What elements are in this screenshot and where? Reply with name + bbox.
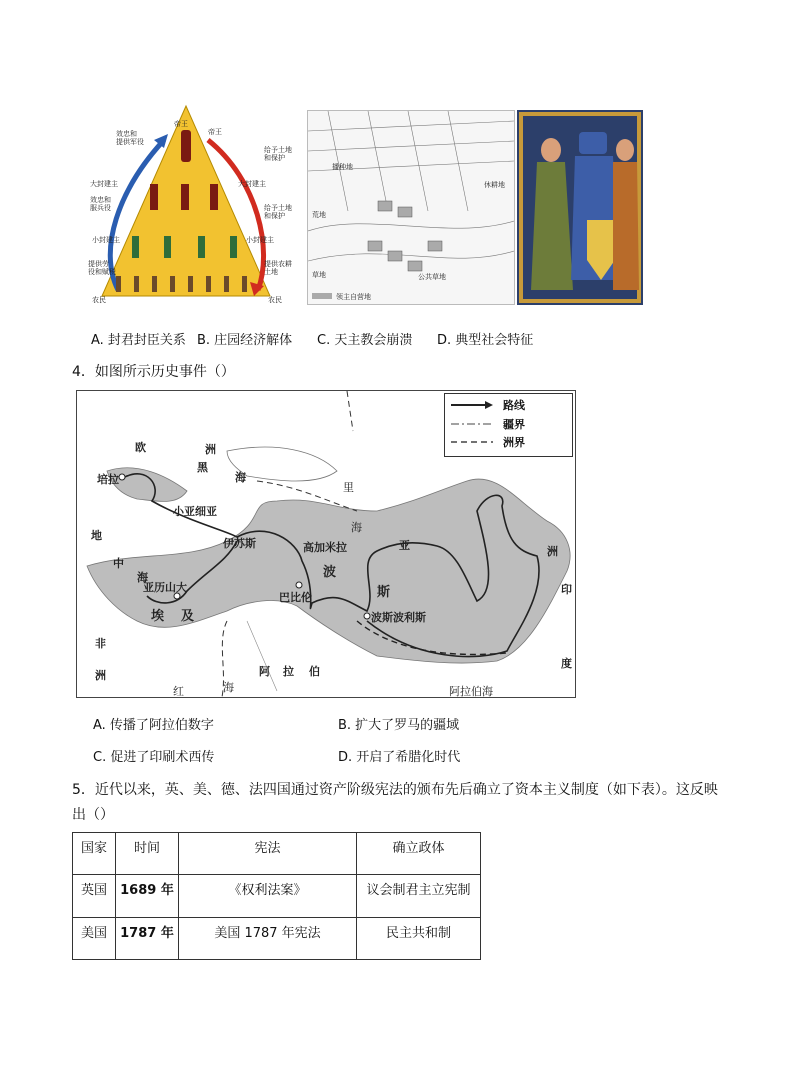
- route-line-icon: [449, 400, 495, 410]
- cell-constitution: 美国 1787 年宪法: [179, 918, 357, 960]
- pyramid-left-label-1: 效忠和 提供军役: [116, 130, 144, 146]
- q5-stem-line1: 5．近代以来，英、美、德、法四国通过资产阶级宪法的颁布先后确立了资本主义制度（如下表）。这反映: [72, 782, 718, 798]
- legend-continent: 洲界: [503, 436, 525, 449]
- map-label-caspian-2: 海: [351, 521, 362, 534]
- manor-illustration: [307, 110, 515, 305]
- pyramid-left-label-2: 大封建主: [90, 180, 118, 188]
- header-constitution: 宪法: [179, 833, 357, 875]
- pyramid-left-label-4: 小封建主: [92, 236, 120, 244]
- map-label-asia-minor: 小亚细亚: [173, 505, 217, 518]
- map-label-red-sea-2: 海: [223, 681, 234, 694]
- q4-option-a[interactable]: A. 传播了阿拉伯数字: [93, 718, 214, 733]
- map-label-india-2: 度: [561, 657, 572, 670]
- map-label-asia-2: 洲: [547, 545, 558, 558]
- border-line-icon: [449, 419, 495, 429]
- map-label-red-sea-1: 红: [173, 685, 184, 698]
- header-time: 时间: [116, 833, 179, 875]
- pyramid-right-label-4: 给予土地 和保护: [264, 204, 292, 220]
- q3-option-b[interactable]: B. 庄园经济解体: [197, 333, 293, 348]
- alexander-campaign-map: [76, 390, 576, 698]
- feudal-pyramid-image: [88, 100, 298, 308]
- pyramid-top-label: 帝王: [174, 120, 188, 128]
- map-label-blacksea-1: 黑: [197, 461, 208, 474]
- medieval-manuscript-image: [517, 110, 643, 305]
- constitution-table: [72, 832, 481, 960]
- legend-border: 疆界: [503, 418, 525, 431]
- map-label-babylon: 巴比伦: [279, 591, 312, 604]
- map-label-alexandria: 亚历山大: [143, 581, 187, 594]
- cell-time: 1689 年: [116, 875, 179, 918]
- cell-country: 英国: [73, 875, 116, 918]
- table-header-row: [73, 833, 481, 875]
- header-polity: 确立政体: [357, 833, 481, 875]
- map-label-arabian-sea: 阿拉伯海: [449, 685, 493, 698]
- manor-label-common-meadow: 公共草地: [418, 273, 446, 281]
- cell-country: 美国: [73, 918, 116, 960]
- map-label-europe-2: 洲: [205, 443, 216, 456]
- map-label-pella: 培拉: [97, 473, 119, 486]
- map-legend: [444, 393, 573, 457]
- map-label-med-2: 中: [113, 557, 124, 570]
- map-label-india-1: 印: [561, 583, 572, 596]
- q5-stem-line2: 出（）: [72, 807, 114, 823]
- pyramid-right-label-6: 提供农耕 土地: [264, 260, 292, 276]
- manor-label-sowing: 播种地: [332, 163, 353, 171]
- q4-option-c[interactable]: C. 促进了印刷术西传: [93, 750, 215, 765]
- map-label-asia-1: 亚: [399, 539, 410, 552]
- pyramid-right-label-2: 给予土地 和保护: [264, 146, 292, 162]
- map-label-europe-1: 欧: [135, 441, 146, 454]
- pyramid-right-label-3: 大封建主: [238, 180, 266, 188]
- map-label-africa-1: 非: [95, 637, 106, 650]
- pyramid-right-label-5: 小封建主: [246, 236, 274, 244]
- cell-polity: 议会制君主立宪制: [357, 875, 481, 918]
- manor-label-wasteland: 荒地: [312, 211, 326, 219]
- pyramid-left-label-3: 效忠和 服兵役: [90, 196, 111, 212]
- map-label-persia-1: 波: [323, 565, 337, 580]
- q3-option-d[interactable]: D. 典型社会特征: [437, 333, 534, 348]
- map-label-med-1: 地: [91, 529, 102, 542]
- map-label-gaugamela: 高加米拉: [303, 541, 347, 554]
- map-label-persepolis: 波斯波利斯: [371, 611, 426, 624]
- map-label-egypt-1: 埃: [151, 609, 165, 624]
- table-row: [73, 875, 481, 918]
- q3-option-a[interactable]: A. 封君封臣关系: [91, 333, 186, 348]
- map-label-blacksea-2: 海: [235, 471, 246, 484]
- pyramid-right-label-7: 农民: [268, 296, 282, 304]
- q4-stem: 4．如图所示历史事件（）: [72, 364, 235, 380]
- continent-line-icon: [449, 437, 495, 447]
- cell-constitution: 《权利法案》: [179, 875, 357, 918]
- map-label-issus: 伊苏斯: [223, 537, 256, 550]
- manor-label-meadow: 草地: [312, 271, 326, 279]
- map-label-persia-2: 斯: [377, 585, 391, 600]
- q4-option-d[interactable]: D. 开启了希腊化时代: [338, 750, 461, 765]
- pyramid-left-label-6: 农民: [92, 296, 106, 304]
- manor-label-fallow: 休耕地: [484, 181, 505, 189]
- pyramid-right-label-1: 帝王: [208, 128, 222, 136]
- manor-label-demesne: 领主自营地: [336, 293, 371, 301]
- q3-option-c[interactable]: C. 天主教会崩溃: [317, 333, 413, 348]
- table-row: [73, 918, 481, 960]
- q4-option-b[interactable]: B. 扩大了罗马的疆域: [338, 718, 460, 733]
- map-label-egypt-2: 及: [181, 609, 195, 624]
- legend-route: 路线: [503, 399, 525, 412]
- cell-polity: 民主共和制: [357, 918, 481, 960]
- pyramid-left-label-5: 提供劳 役和赋税: [88, 260, 116, 276]
- map-label-arabia-1: 阿: [259, 665, 270, 678]
- map-label-caspian-1: 里: [343, 481, 354, 494]
- map-label-arabia-2: 拉: [283, 665, 294, 678]
- map-label-africa-2: 洲: [95, 669, 106, 682]
- map-label-arabia-3: 伯: [309, 665, 320, 678]
- cell-time: 1787 年: [116, 918, 179, 960]
- map-label-med-3: 海: [137, 571, 148, 584]
- header-country: 国家: [73, 833, 116, 875]
